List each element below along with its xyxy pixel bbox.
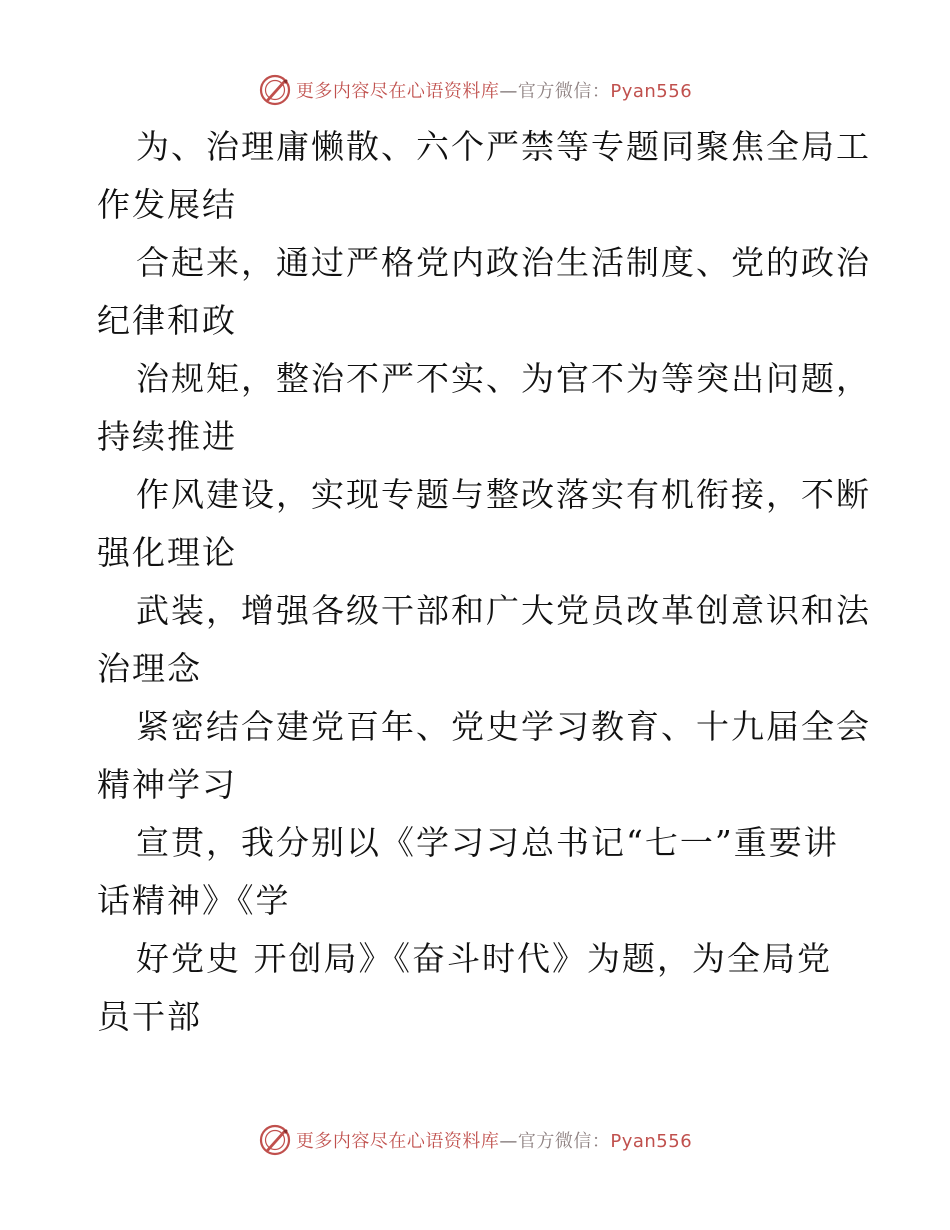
body-line: 作风建设，实现专题与整改落实有机衔接，不断 [136, 475, 871, 514]
site-name-text: 更多内容尽在心语资料库 [295, 1131, 500, 1152]
wechat-label-text: 官方微信： [517, 81, 611, 102]
body-line: 治规矩，整治不严不实、为官不为等突出问题， [136, 359, 871, 398]
banner-caption [296, 77, 692, 103]
body-line: 宣贯，我分别以《学习习总书记“七一”重要讲 [136, 823, 839, 862]
footer-banner [0, 1118, 950, 1162]
separator-text: — [499, 1131, 518, 1152]
body-line: 精神学习 [97, 765, 237, 804]
body-line: 纪律和政 [97, 301, 237, 340]
header-banner [0, 68, 950, 112]
body-line: 持续推进 [97, 417, 237, 456]
banner-caption [296, 1127, 692, 1153]
body-line: 紧密结合建党百年、党史学习教育、十九届全会 [136, 707, 871, 746]
wechat-id-text: Pyan556 [610, 81, 693, 102]
site-name-text: 更多内容尽在心语资料库 [295, 81, 500, 102]
separator-text: — [499, 81, 518, 102]
body-line: 武装，增强各级干部和广大党员改革创意识和法 [136, 591, 871, 630]
body-line: 好党史 开创局》《奋斗时代》为题，为全局党 [136, 939, 832, 978]
body-line: 强化理论 [97, 533, 237, 572]
body-line: 员干部 [97, 997, 202, 1036]
body-line: 合起来，通过严格党内政治生活制度、党的政治 [136, 243, 871, 282]
body-line: 治理念 [97, 649, 202, 688]
quill-pen-seal-icon [258, 1123, 292, 1157]
quill-pen-seal-icon [258, 73, 292, 107]
wechat-id-text: Pyan556 [610, 1131, 693, 1152]
body-line: 为、治理庸懒散、六个严禁等专题同聚焦全局工 [136, 127, 871, 166]
wechat-label-text: 官方微信： [517, 1131, 611, 1152]
body-line: 作发展结 [97, 185, 237, 224]
body-line: 话精神》《学 [97, 881, 291, 920]
document-body [97, 118, 871, 1046]
